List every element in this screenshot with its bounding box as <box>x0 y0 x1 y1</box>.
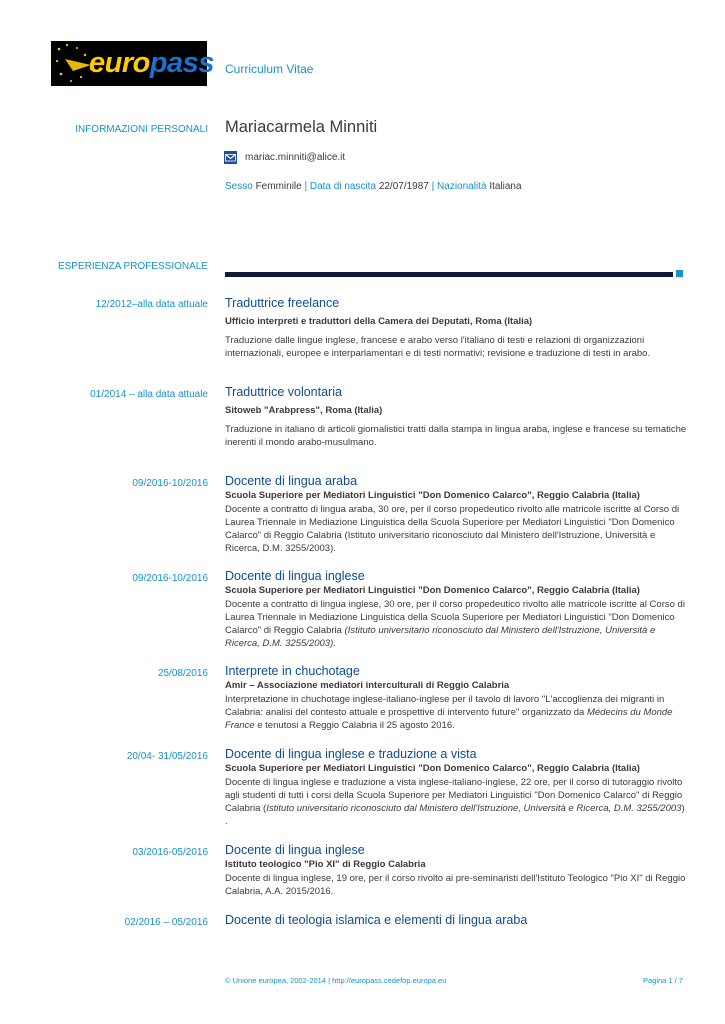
job-title: Traduttrice freelance <box>225 296 340 310</box>
europass-logo <box>51 41 214 86</box>
job-description <box>225 598 687 650</box>
job-description-italic: Istituto universitario riconosciuto dal Ministero dell'Istruzione, Università e Ricerca, D.M. 3255/2003 <box>266 803 682 814</box>
job-title: Docente di lingua inglese <box>225 843 365 857</box>
job-title: Docente di lingua araba <box>225 474 358 488</box>
footer-page-number: Pagina 1 / 7 <box>642 976 683 985</box>
job-title: Docente di teologia islamica e elementi di lingua araba <box>225 913 528 927</box>
job-description: Docente a contratto di lingua araba, 30 ore, per il corso propedeutico rivolto alle matricole iscritte al Corso di Laurea Triennale in Mediazione Linguistica della Scuola Superiore per Mediatori Linguistici "Don Domenico Calarco" di Reggio Calabria (Istituto universitario riconosciuto dal Ministero dell'Istruzione, Università e Ricerca, D.M. 3255/2003). <box>225 504 680 554</box>
job-description-tail: e tenutosi a Reggio Calabria il 25 agosto 2016. <box>257 720 455 731</box>
job-date: 09/2016-10/2016 <box>132 478 208 489</box>
sex-label: Sesso <box>225 181 253 192</box>
section-label-experience: ESPERIENZA PROFESSIONALE <box>57 261 208 272</box>
job-date: 20/04- 31/05/2016 <box>126 751 208 762</box>
section-divider-bar <box>225 272 673 277</box>
doc-title: Curriculum Vitae <box>225 62 314 76</box>
dob-label: Data di nascita <box>309 181 377 192</box>
nationality-label: Nazionalità <box>437 181 487 192</box>
job-description: Traduzione dalle lingue inglese, francese e arabo verso l'italiano di testi e relazioni di organizzazioni internazionali, europee e interparlamentari e di testi normativi; revisione e traduzione di testi in arabo. <box>225 335 651 359</box>
job-description-text: Docente a contratto di lingua inglese, 30 ore, per il corso propedeutico rivolto alle matricole iscritte al Corso di Laurea Triennale in Mediazione Linguistica della Scuola Superiore per Mediatori Linguistici "Don Domenico Calarco" di Reggio Calabria <box>225 599 685 636</box>
job-description-italic: Médecins du Monde France <box>225 707 673 731</box>
logo-text-prefix: euro <box>89 47 150 79</box>
job-title: Traduttrice volontaria <box>225 385 342 399</box>
person-name: Mariacarmela Minniti <box>225 118 378 136</box>
job-employer: Scuola Superiore per Mediatori Linguistici "Don Domenico Calarco", Reggio Calabria (Italia) <box>225 585 640 596</box>
job-description-tail: ) . <box>225 803 685 827</box>
section-divider-accent <box>676 270 683 277</box>
job-employer: Ufficio interpreti e traduttori della Camera dei Deputati, Roma (Italia) <box>225 316 533 327</box>
job-date: 25/08/2016 <box>157 668 208 679</box>
job-title: Docente di lingua inglese e traduzione a vista <box>225 747 477 761</box>
job-date: 02/2016 – 05/2016 <box>124 917 208 928</box>
footer-copyright: © Unione europea, 2002-2014 | http://europass.cedefop.europa.eu <box>225 976 447 985</box>
job-date: 01/2014 – alla data attuale <box>90 389 208 400</box>
separator: | <box>431 181 435 192</box>
nationality-value: Italiana <box>489 181 522 192</box>
job-description-text: Interpretazione in chuchotage inglese-italiano-inglese per il tavolo di lavoro "L'accoglienza dei migranti in Calabria: analisi del contesto attuale e prospettive di intervento future" organizzato da <box>225 694 665 718</box>
separator: | <box>304 181 308 192</box>
job-employer: Sitoweb "Arabpress", Roma (Italia) <box>225 405 383 416</box>
job-employer: Scuola Superiore per Mediatori Linguistici "Don Domenico Calarco", Reggio Calabria (Italia) <box>225 763 640 774</box>
job-employer: Scuola Superiore per Mediatori Linguistici "Don Domenico Calarco", Reggio Calabria (Italia) <box>225 490 640 501</box>
job-title: Docente di lingua inglese <box>225 569 365 583</box>
job-employer: Amir – Associazione mediatori interculturali di Reggio Calabria <box>225 680 510 691</box>
logo-wordmark <box>89 47 214 80</box>
section-label-personal: INFORMAZIONI PERSONALI <box>75 124 208 135</box>
job-title: Interprete in chuchotage <box>225 664 360 678</box>
job-employer: Istituto teologico "Pio XI" di Reggio Calabria <box>225 859 426 870</box>
job-description-text: Docente di lingua inglese e traduzione a vista inglese-italiano-inglese, 22 ore, per il corso di tutoraggio rivolto agli studenti di tutti i corsi della Scuola Superiore per Mediatori Linguistici "Don Domenico Calarco" di Reggio Calabria ( <box>225 777 683 814</box>
job-description <box>225 776 687 828</box>
personal-info-line <box>225 181 522 192</box>
job-description: Traduzione in italiano di articoli giornalistici tratti dalla stampa in lingua araba, inglese e francese su tematiche inerenti il mondo arabo-musulmano. <box>225 424 687 448</box>
job-description <box>225 693 687 732</box>
dob-value: 22/07/1987 <box>378 181 429 192</box>
logo-text-suffix: pass <box>149 47 214 79</box>
email-link[interactable]: mariac.minniti@alice.it <box>245 152 346 163</box>
email-icon <box>224 151 237 164</box>
job-date: 09/2016-10/2016 <box>132 573 208 584</box>
job-date: 03/2016-05/2016 <box>132 847 208 858</box>
job-description: Docente di lingua inglese, 19 ore, per il corso rivolto ai pre-seminaristi dell'Istituto Teologico "Pio XI" di Reggio Calabria, A.A. 2015/2016. <box>225 873 686 897</box>
job-date: 12/2012–alla data attuale <box>95 299 208 310</box>
job-description-italic: (Istituto universitario riconosciuto dal Ministero dell'Istruzione, Università e Ricerca, D.M. 3255/2003). <box>225 625 656 649</box>
sex-value: Femminile <box>255 181 302 192</box>
